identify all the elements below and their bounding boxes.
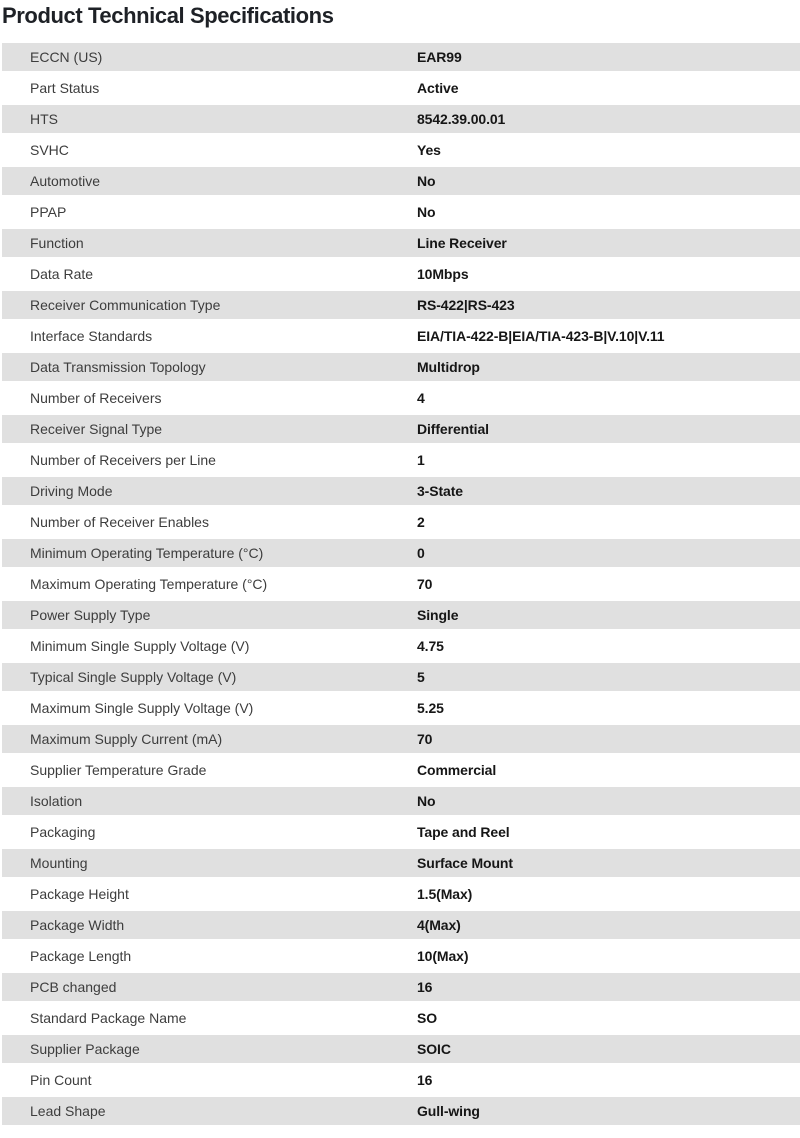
spec-value: 2 (417, 514, 425, 530)
spec-label: Number of Receivers per Line (30, 452, 216, 468)
spec-label: Automotive (30, 173, 101, 189)
spec-label: Pin Count (30, 1072, 92, 1088)
spec-value: 4 (417, 390, 425, 406)
spec-row (2, 136, 800, 164)
spec-label: Power Supply Type (30, 607, 151, 623)
spec-row (2, 229, 800, 257)
spec-row (2, 818, 800, 846)
spec-label: Receiver Communication Type (30, 297, 221, 313)
spec-label: Part Status (30, 80, 100, 96)
spec-row (2, 353, 800, 381)
spec-value: Surface Mount (417, 855, 513, 871)
spec-row (2, 105, 800, 133)
spec-value: 5 (417, 669, 425, 685)
spec-value: Tape and Reel (417, 824, 510, 840)
spec-value: Active (417, 80, 459, 96)
spec-row (2, 384, 800, 412)
spec-label: Package Width (30, 917, 125, 933)
spec-label: Function (30, 235, 84, 251)
spec-label: Minimum Operating Temperature (°C) (30, 545, 264, 561)
spec-row (2, 1004, 800, 1032)
spec-label: Receiver Signal Type (30, 421, 163, 437)
spec-row (2, 880, 800, 908)
spec-label: Package Height (30, 886, 129, 902)
spec-row (2, 43, 800, 71)
spec-label: Data Transmission Topology (30, 359, 206, 375)
spec-label: PCB changed (30, 979, 117, 995)
spec-label: Package Length (30, 948, 132, 964)
spec-label: Maximum Single Supply Voltage (V) (30, 700, 254, 716)
spec-table (0, 43, 800, 1125)
spec-label: Maximum Supply Current (mA) (30, 731, 223, 747)
spec-row (2, 725, 800, 753)
spec-value: 10(Max) (417, 948, 469, 964)
spec-value: 1 (417, 452, 425, 468)
spec-label: Driving Mode (30, 483, 113, 499)
spec-value: Multidrop (417, 359, 480, 375)
page-title: Product Technical Specifications (2, 3, 334, 28)
spec-label: Mounting (30, 855, 88, 871)
spec-value: Gull-wing (417, 1103, 480, 1119)
spec-row (2, 260, 800, 288)
spec-row (2, 663, 800, 691)
spec-label: PPAP (30, 204, 67, 220)
spec-row (2, 74, 800, 102)
spec-value: No (417, 204, 436, 220)
spec-row (2, 849, 800, 877)
spec-row (2, 291, 800, 319)
spec-row (2, 198, 800, 226)
spec-value: SOIC (417, 1041, 451, 1057)
spec-label: Minimum Single Supply Voltage (V) (30, 638, 250, 654)
spec-value: 70 (417, 576, 433, 592)
spec-value: 4.75 (417, 638, 444, 654)
spec-value: EAR99 (417, 49, 462, 65)
spec-value: 8542.39.00.01 (417, 111, 506, 127)
spec-value: SO (417, 1010, 438, 1026)
spec-value: 16 (417, 1072, 433, 1088)
spec-label: Lead Shape (30, 1103, 106, 1119)
spec-row (2, 1035, 800, 1063)
spec-label: Packaging (30, 824, 96, 840)
spec-row (2, 477, 800, 505)
spec-row (2, 694, 800, 722)
spec-row (2, 415, 800, 443)
spec-value: No (417, 173, 436, 189)
spec-label: Number of Receiver Enables (30, 514, 209, 530)
spec-value: 10Mbps (417, 266, 469, 282)
spec-label: Supplier Temperature Grade (30, 762, 207, 778)
spec-value: EIA/TIA-422-B|EIA/TIA-423-B|V.10|V.11 (417, 328, 665, 344)
spec-row (2, 322, 800, 350)
spec-label: SVHC (30, 142, 69, 158)
spec-row (2, 756, 800, 784)
spec-value: RS-422|RS-423 (417, 297, 515, 313)
spec-row (2, 632, 800, 660)
spec-row (2, 446, 800, 474)
spec-row (2, 508, 800, 536)
spec-value: Line Receiver (417, 235, 507, 251)
spec-value: 1.5(Max) (417, 886, 473, 902)
spec-value: No (417, 793, 436, 809)
spec-label: Interface Standards (30, 328, 153, 344)
spec-row (2, 601, 800, 629)
spec-label: Supplier Package (30, 1041, 140, 1057)
spec-value: 4(Max) (417, 917, 461, 933)
spec-label: HTS (30, 111, 58, 127)
spec-label: Number of Receivers (30, 390, 162, 406)
spec-label: Data Rate (30, 266, 94, 282)
spec-row (2, 973, 800, 1001)
spec-value: Commercial (417, 762, 497, 778)
spec-row (2, 539, 800, 567)
spec-value: 70 (417, 731, 433, 747)
spec-row (2, 1066, 800, 1094)
spec-value: 5.25 (417, 700, 444, 716)
spec-label: Standard Package Name (30, 1010, 187, 1026)
spec-label: Isolation (30, 793, 83, 809)
spec-value: Differential (417, 421, 489, 437)
spec-value: Single (417, 607, 459, 623)
spec-label: Maximum Operating Temperature (°C) (30, 576, 268, 592)
spec-row (2, 911, 800, 939)
spec-row (2, 942, 800, 970)
spec-label: ECCN (US) (30, 49, 103, 65)
spec-row (2, 167, 800, 195)
spec-label: Typical Single Supply Voltage (V) (30, 669, 237, 685)
spec-value: 0 (417, 545, 425, 561)
spec-row (2, 1097, 800, 1125)
spec-value: Yes (417, 142, 441, 158)
spec-value: 16 (417, 979, 433, 995)
spec-value: 3-State (417, 483, 463, 499)
spec-row (2, 787, 800, 815)
spec-row (2, 570, 800, 598)
